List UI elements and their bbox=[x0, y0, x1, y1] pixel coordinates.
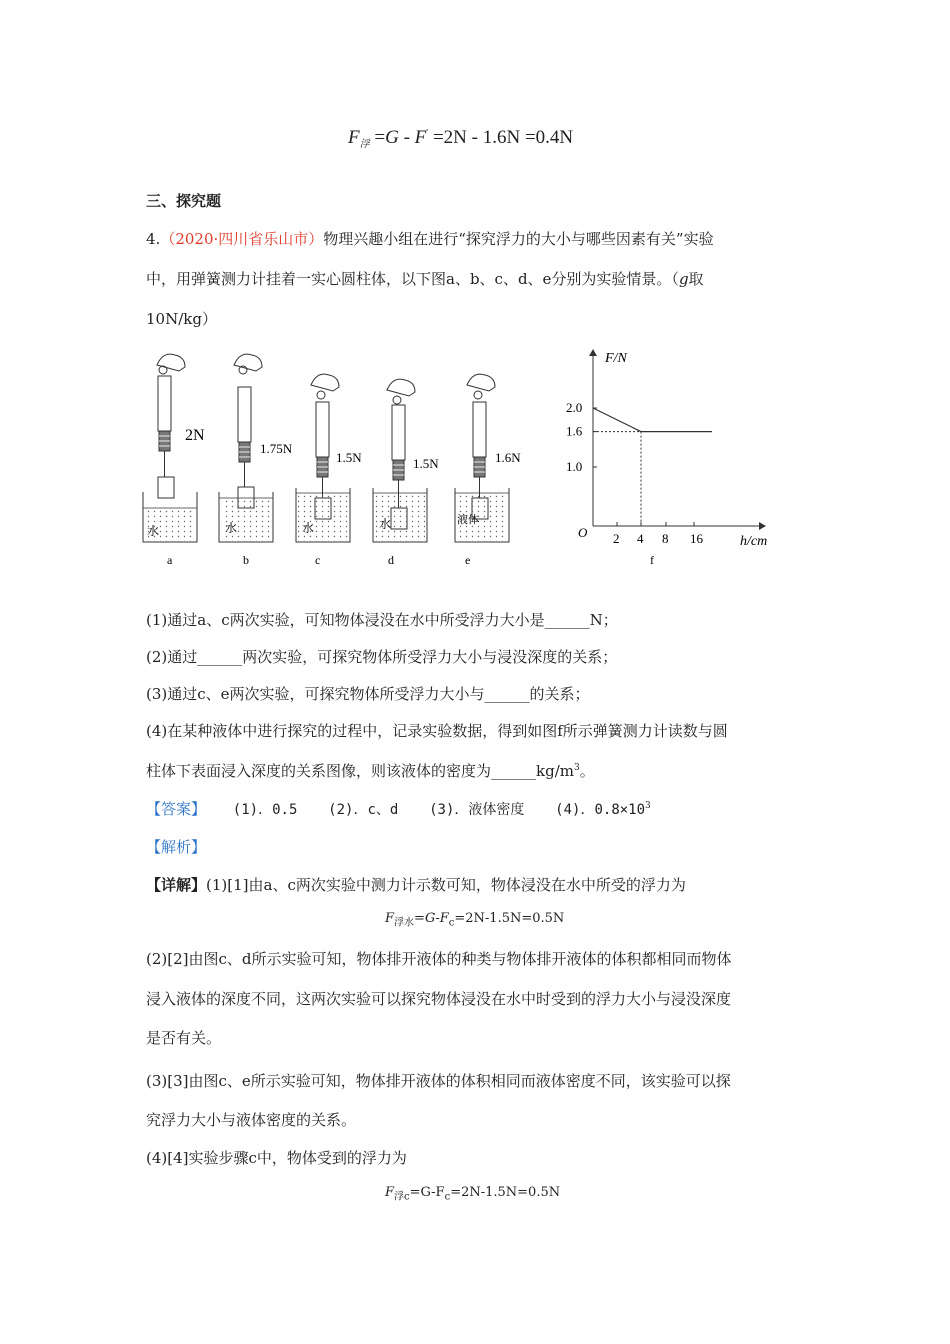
liquid-d: 水 bbox=[379, 517, 392, 531]
question-source: （2020·四川省乐山市） bbox=[160, 230, 324, 248]
detail-formula-2: $F_{浮c}=G-F_c=2N-1.5N=0.5N$ bbox=[385, 1185, 561, 1203]
detail-p2-line-2: 浸入液体的深度不同，这两次实验可以探究物体浸没在水中时受到的浮力大小与浸没深度 bbox=[146, 990, 732, 1008]
x-tick-label: 16 bbox=[690, 531, 703, 546]
question-line-3: 10N/kg） bbox=[146, 310, 217, 328]
x-tick-label: 4 bbox=[637, 531, 644, 546]
panel-d bbox=[373, 379, 439, 567]
detail-p3-line-2: 究浮力大小与液体密度的关系。 bbox=[146, 1111, 357, 1129]
top-formula: $F_浮 =G - F' =2N - 1.6N =0.4N$ bbox=[348, 127, 574, 150]
analysis-label: 【解析】 bbox=[146, 838, 207, 856]
panel-a bbox=[143, 354, 205, 567]
label-c: c bbox=[315, 553, 321, 567]
detail-p2-line-1: (2)[2]由图c、d所示实验可知，物体排开液体的种类与物体排开液体的体积都相同而物体 bbox=[146, 950, 732, 968]
detail-p1: 【详解】(1)[1]由a、c两次实验中测力计示数可知，物体浸没在水中所受的浮力为 bbox=[146, 876, 686, 894]
answer-blank-4[interactable]: ______ bbox=[491, 762, 537, 780]
question-line-1: 4.（2020·四川省乐山市）物理兴趣小组在进行“探究浮力的大小与哪些因素有关”实验 bbox=[146, 230, 714, 248]
y-tick-label: 2.0 bbox=[566, 400, 583, 415]
reading-d: 1.5N bbox=[413, 456, 439, 471]
section-title: 三、探究题 bbox=[146, 192, 222, 210]
label-a: a bbox=[167, 553, 173, 567]
answer-blank-3[interactable]: ______ bbox=[484, 685, 530, 703]
label-d: d bbox=[388, 553, 394, 567]
panel-c bbox=[296, 374, 362, 567]
reading-a: 2N bbox=[185, 427, 205, 444]
label-e: e bbox=[465, 553, 471, 567]
graph-f bbox=[560, 340, 780, 575]
label-b: b bbox=[243, 553, 249, 567]
sub-question-2: (2)通过______两次实验，可探究物体所受浮力大小与浸没深度的关系； bbox=[146, 648, 618, 666]
detail-p3-line-1: (3)[3]由图c、e所示实验可知，物体排开液体的体积相同而液体密度不同，该实验可以探 bbox=[146, 1072, 731, 1090]
sub-question-1: (1)通过a、c两次实验，可知物体浸没在水中所受浮力大小是______N； bbox=[146, 611, 618, 629]
reading-c: 1.5N bbox=[336, 450, 362, 465]
question-number: 4. bbox=[146, 230, 161, 248]
y-tick-label: 1.6 bbox=[566, 423, 583, 439]
detail-formula-1: $F_{浮水}=G-F_c=2N-1.5N=0.5N$ bbox=[385, 911, 565, 929]
x-tick-label: 8 bbox=[662, 531, 669, 546]
y-axis-label: F/N bbox=[605, 351, 627, 366]
answer-label: 【答案】 bbox=[146, 800, 207, 818]
origin-label: O bbox=[578, 525, 588, 540]
liquid-b: 水 bbox=[225, 521, 238, 535]
reading-e: 1.6N bbox=[495, 450, 521, 465]
liquid-a: 水 bbox=[147, 524, 160, 538]
question-line-2: 中，用弹簧测力计挂着一实心圆柱体，以下图a、b、c、d、e分别为实验情景。（g取 bbox=[146, 270, 704, 288]
detail-label: 【详解】 bbox=[146, 876, 207, 894]
sub-question-4-line-1: (4)在某种液体中进行探究的过程中，记录实验数据，得到如图f所示弹簧测力计读数与圆 bbox=[146, 722, 728, 740]
detail-p2-line-3: 是否有关。 bbox=[146, 1029, 222, 1047]
detail-p4: (4)[4]实验步骤c中，物体受到的浮力为 bbox=[146, 1149, 407, 1167]
liquid-c: 水 bbox=[302, 521, 315, 535]
panel-b bbox=[219, 354, 293, 567]
series-line bbox=[593, 408, 712, 432]
experiment-figure bbox=[135, 340, 555, 575]
reading-b: 1.75N bbox=[260, 441, 293, 456]
graph-label: f bbox=[650, 553, 654, 567]
y-tick-label: 1.0 bbox=[566, 459, 583, 474]
chart-guides bbox=[593, 432, 641, 526]
sub-question-4-line-2: 柱体下表面浸入深度的关系图像，则该液体的密度为$\_\_\_\_\_\_kg/m^3$。 bbox=[146, 762, 595, 780]
answer-blank-2[interactable]: ______ bbox=[197, 648, 243, 666]
panel-e bbox=[455, 374, 521, 567]
x-tick-label: 2 bbox=[613, 531, 620, 546]
answer-row: 【答案】 (1)．0.5 (2)．c、d (3)．液体密度 (4)．$0.8\times 10^3$ bbox=[146, 800, 651, 818]
answer-blank-1[interactable]: ______ bbox=[544, 611, 590, 629]
x-axis-label: h/cm bbox=[740, 534, 768, 549]
sub-question-3: (3)通过c、e两次实验，可探究物体所受浮力大小与______的关系； bbox=[146, 685, 590, 703]
liquid-e: 液体 bbox=[457, 514, 479, 526]
